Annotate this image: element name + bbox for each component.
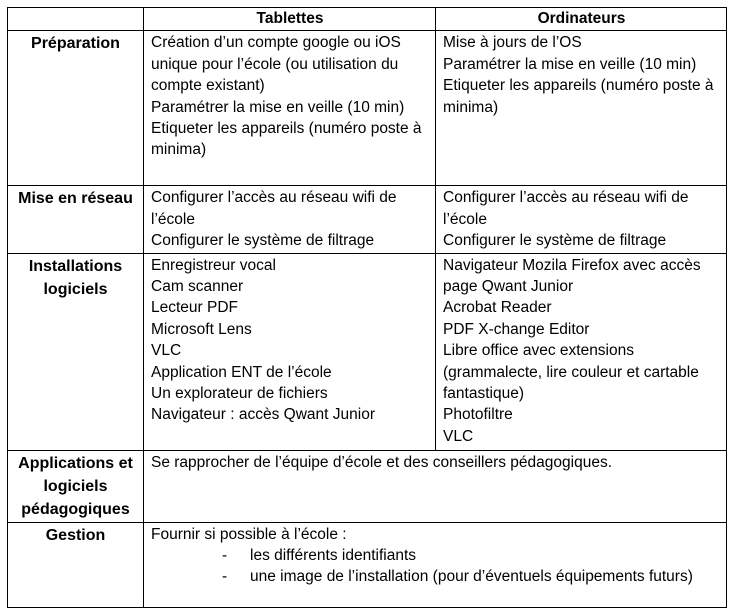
cell-line: Libre office avec extensions (grammalecte, lire couleur et cartable fantastique) <box>443 342 699 403</box>
header-ordinateurs: Ordinateurs <box>436 8 727 31</box>
list-item-text: une image de l’installation (pour d’éventuels équipements futurs) <box>250 568 693 586</box>
cell-line: Enregistreur vocal <box>151 256 276 274</box>
cell-line: Microsoft Lens <box>151 320 252 338</box>
cell-intro: Fournir si possible à l’école : <box>151 525 347 543</box>
cell-line: Etiqueter les appareils (numéro poste à minima) <box>443 77 714 116</box>
cell-ordinateurs <box>436 253 727 450</box>
cell-line: Lecteur PDF <box>151 299 239 317</box>
header-row <box>8 8 727 31</box>
dash-list <box>151 545 720 588</box>
cell-ordinateurs <box>436 31 727 186</box>
row-label: Installations logiciels <box>8 253 144 450</box>
row-applications-pedagogiques <box>8 450 727 522</box>
header-tablettes: Tablettes <box>144 8 436 31</box>
row-label: Applications et logiciels pédagogiques <box>8 450 144 522</box>
cell-tablettes <box>144 186 436 253</box>
cell-line: Configurer le système de filtrage <box>151 232 375 250</box>
dash-marker: - <box>222 547 228 565</box>
row-label: Mise en réseau <box>8 186 144 253</box>
cell-line: Cam scanner <box>151 278 244 296</box>
list-item-text: les différents identifiants <box>250 547 417 565</box>
row-mise-en-reseau <box>8 186 727 253</box>
cell-line: Application ENT de l’école <box>151 363 332 381</box>
list-item <box>222 545 720 566</box>
list-item <box>222 566 720 587</box>
row-gestion <box>8 522 727 607</box>
row-installations-logiciels <box>8 253 727 450</box>
cell-line: Un explorateur de fichiers <box>151 385 328 403</box>
row-preparation <box>8 31 727 186</box>
cell-line: Paramétrer la mise en veille (10 min) <box>443 55 697 73</box>
row-label: Préparation <box>8 31 144 186</box>
deployment-table <box>7 7 727 608</box>
cell-merged <box>144 522 727 607</box>
header-corner <box>8 8 144 31</box>
cell-tablettes <box>144 253 436 450</box>
cell-line: Configurer le système de filtrage <box>443 232 667 250</box>
cell-line: Navigateur : accès Qwant Junior <box>151 406 375 424</box>
cell-merged: Se rapprocher de l’équipe d’école et des conseillers pédagogiques. <box>144 450 727 522</box>
cell-ordinateurs <box>436 186 727 253</box>
cell-line: Navigateur Mozila Firefox avec accès page Qwant Junior <box>443 256 701 296</box>
cell-line: Paramétrer la mise en veille (10 min) <box>151 98 405 116</box>
cell-line: Création d’un compte google ou iOS unique pour l’école (ou utilisation du compte existant) <box>151 34 401 95</box>
cell-line: Acrobat Reader <box>443 299 552 317</box>
cell-line: VLC <box>151 342 182 360</box>
cell-line: Photofiltre <box>443 406 513 424</box>
cell-line: Configurer l’accès au réseau wifi de l’école <box>443 189 689 228</box>
cell-line: Mise à jours de l’OS <box>443 34 582 52</box>
cell-line: PDF X-change Editor <box>443 320 590 338</box>
cell-line: Configurer l’accès au réseau wifi de l’école <box>151 189 397 228</box>
cell-line: Etiqueter les appareils (numéro poste à minima) <box>151 120 422 159</box>
cell-line: VLC <box>443 427 474 445</box>
dash-marker: - <box>222 568 228 586</box>
cell-tablettes <box>144 31 436 186</box>
row-label: Gestion <box>8 522 144 607</box>
